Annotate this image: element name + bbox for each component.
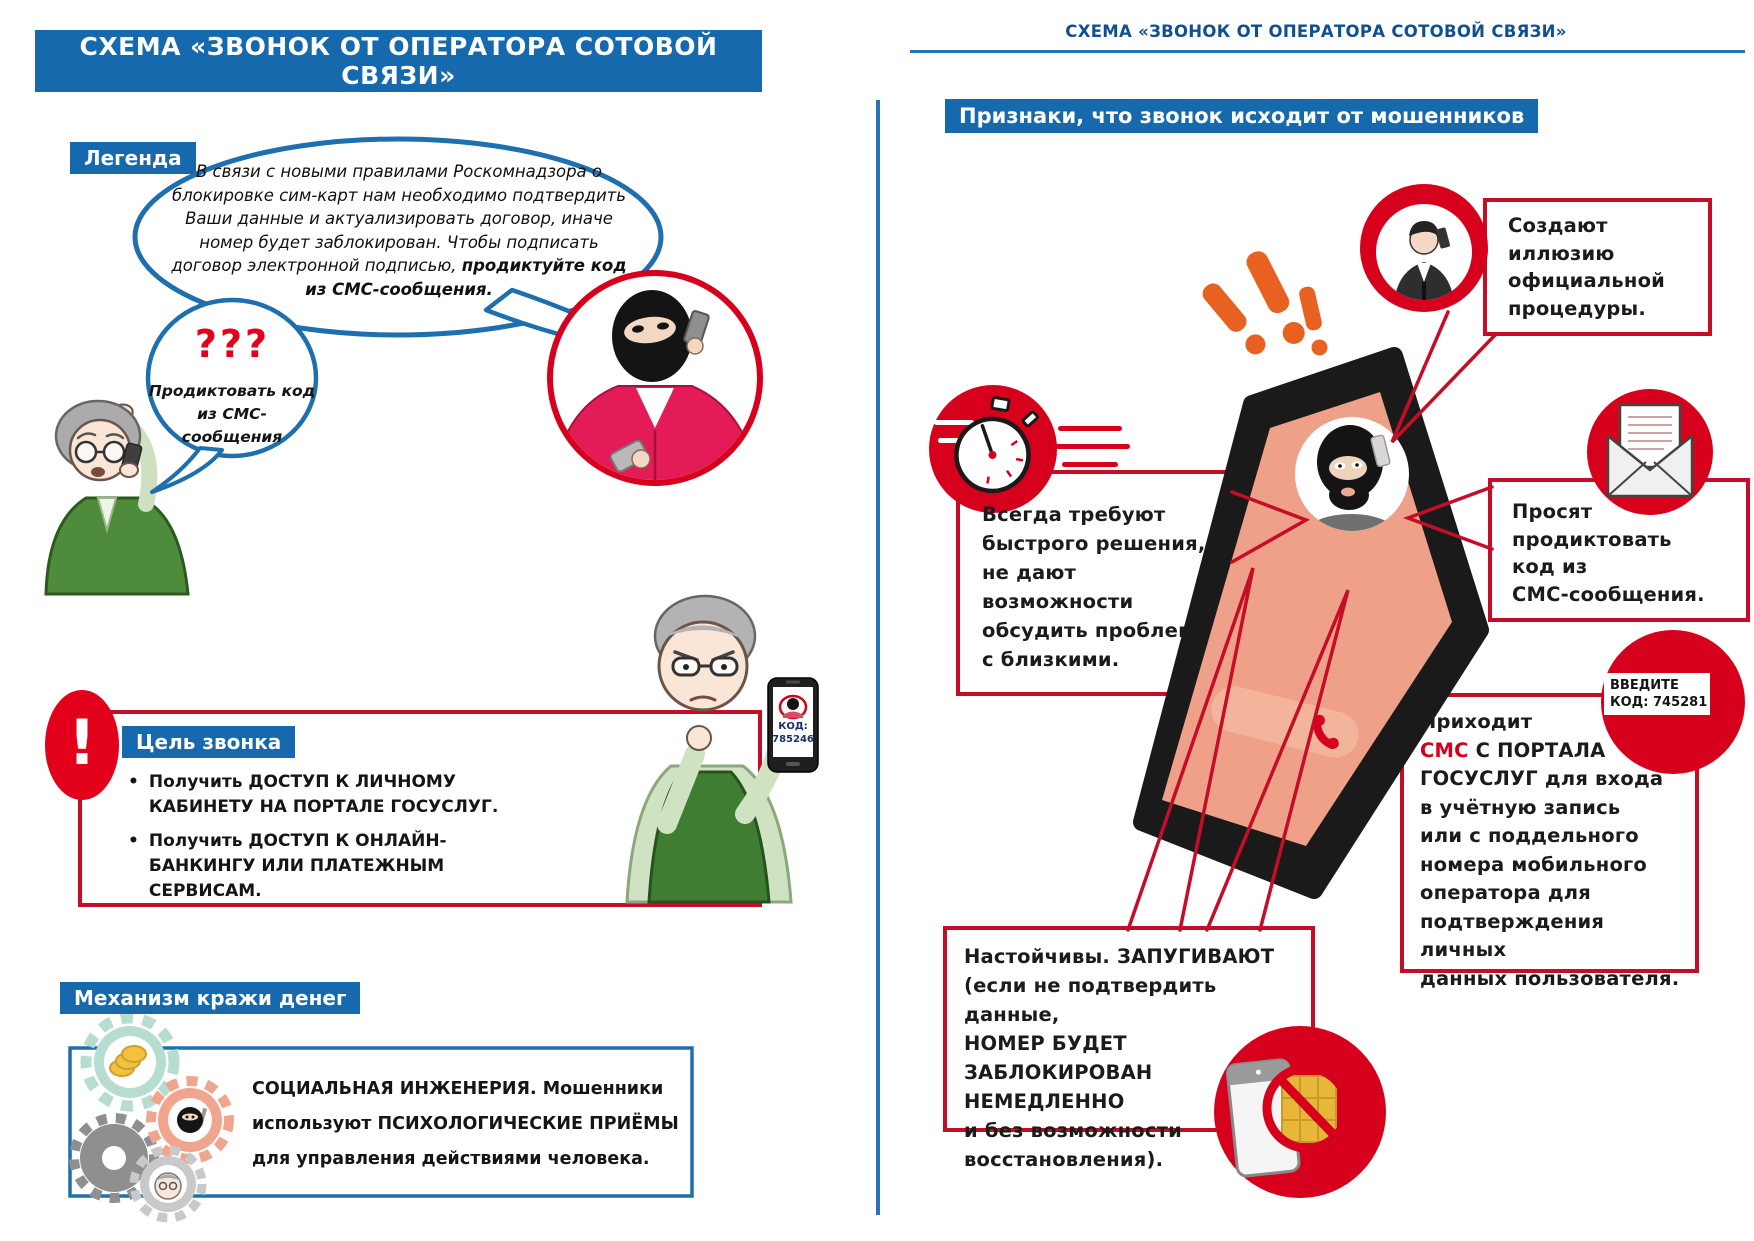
dictate-line4: СМС-сообщения.	[1512, 582, 1705, 606]
goal-bullet-1-text: Получить ДОСТУП К ЛИЧНОМУ КАБИНЕТУ НА ПОРТАЛЕ ГОСУСЛУГ.	[148, 772, 499, 817]
sms-line4: в учётную запись	[1420, 795, 1621, 819]
goal-box-label: Цель звонка	[122, 726, 295, 758]
threaten-line3: НОМЕР БУДЕТ ЗАБЛОКИРОВАН	[964, 1032, 1153, 1084]
alert-exclamation: !	[67, 706, 97, 779]
dictate-line2: продиктовать	[1512, 527, 1672, 551]
sms-line7: оператора для	[1420, 881, 1591, 904]
victim-phone-code	[770, 720, 816, 746]
urgency-line5: с близкими.	[982, 648, 1120, 671]
victim-thought-text	[148, 380, 316, 449]
sms-line8: подтверждения личных	[1420, 909, 1605, 961]
panel-divider	[876, 100, 880, 1215]
businessman-phone-icon	[1360, 184, 1488, 312]
illusion-line2: иллюзию	[1508, 241, 1615, 265]
illusion-callout-text	[1508, 212, 1698, 322]
mechanism-line3: для управления действиями человека.	[252, 1149, 650, 1169]
sms-line9: данных пользователя.	[1420, 966, 1680, 990]
scammer-speech-bubble-text	[170, 160, 628, 301]
urgency-line3: не дают возможности	[982, 561, 1134, 613]
goal-bullet-1	[128, 770, 528, 820]
bullet-dot: •	[128, 772, 139, 792]
code-badge-line2: КОД: 745281	[1610, 695, 1708, 710]
sms-line2-red: СМС	[1420, 738, 1469, 762]
threaten-line1: Настойчивы. ЗАПУГИВАЮТ	[964, 945, 1275, 968]
dictate-line3: код из	[1512, 555, 1588, 578]
mechanism-label: Механизм кражи денег	[60, 982, 360, 1014]
sms-line5: или с поддельного	[1420, 824, 1639, 847]
urgency-line4: обсудить проблему	[982, 619, 1208, 642]
sms-line2	[1420, 737, 1686, 766]
mechanism-line1: СОЦИАЛЬНАЯ ИНЖЕНЕРИЯ. Мошенники	[252, 1079, 664, 1099]
exclamation-marks	[1199, 248, 1329, 359]
bubble-text-bold: продиктуйте код из СМС-сообщения.	[305, 256, 627, 299]
threaten-line4: НЕМЕДЛЕННО	[964, 1090, 1125, 1113]
illusion-line3: официальной	[1508, 269, 1666, 292]
illusion-line4: процедуры.	[1508, 296, 1646, 320]
victim-thought-line1: Продиктовать код	[148, 382, 316, 400]
sms-line3: ГОСУСЛУГ для входа	[1420, 767, 1664, 790]
sms-line1: Приходит	[1420, 710, 1533, 733]
bubble-text-normal: В связи с новыми правилами Роскомнадзора о блокировке сим-карт нам необходимо подтвердить Ваши данные и актуализировать договор, иначе номер будет заблокирован. Чтобы подписать договор электронной подписью,	[171, 162, 627, 275]
code-badge-line1: ВВЕДИТЕ	[1610, 678, 1679, 693]
phone-code-value: 785246	[772, 734, 814, 745]
legend-label: Легенда	[70, 142, 196, 174]
signs-label: Признаки, что звонок исходит от мошенников	[945, 99, 1538, 133]
illusion-line1: Создают	[1508, 214, 1608, 237]
threaten-line6: восстановления).	[964, 1148, 1164, 1171]
victim-thought-line2: из СМС-сообщения	[181, 405, 283, 446]
threaten-callout-text	[964, 942, 1304, 1174]
threaten-line2: (если не подтвердить данные,	[964, 974, 1217, 1026]
urgency-line2: быстрого решения,	[982, 532, 1206, 555]
mechanism-text	[252, 1072, 682, 1177]
sms-line6: номера мобильного	[1420, 852, 1648, 876]
sms-callout-text	[1420, 708, 1686, 993]
urgency-line1: Всегда требуют	[982, 503, 1166, 526]
goal-bullet-2-text: Получить ДОСТУП К ОНЛАЙН-БАНКИНГУ ИЛИ ПЛАТЕЖНЫМ СЕРВИСАМ.	[148, 831, 447, 901]
goal-bullet-2	[128, 829, 528, 904]
bullet-dot: •	[128, 831, 139, 851]
threaten-line5: и без возможности	[964, 1119, 1183, 1142]
question-marks: ???	[194, 322, 271, 366]
envelope-icon	[1587, 389, 1713, 515]
sms-line2-rest: С ПОРТАЛА	[1468, 738, 1606, 762]
goal-bullets	[128, 770, 528, 913]
dictate-callout-text	[1512, 498, 1737, 608]
right-header: СХЕМА «ЗВОНОК ОТ ОПЕРАТОРА СОТОВОЙ СВЯЗИ»	[1065, 22, 1567, 41]
page-title-text: СХЕМА «ЗВОНОК ОТ ОПЕРАТОРА СОТОВОЙ СВЯЗИ»	[79, 32, 718, 90]
mechanism-line2: используют ПСИХОЛОГИЧЕСКИЕ ПРИЁМЫ	[252, 1114, 679, 1134]
page-title	[35, 30, 762, 92]
dictate-line1: Просят	[1512, 500, 1593, 523]
phone-code-label: КОД:	[778, 721, 808, 732]
urgency-callout-text	[982, 500, 1227, 674]
right-header-rule	[910, 50, 1745, 53]
scammer-avatar	[550, 273, 760, 486]
